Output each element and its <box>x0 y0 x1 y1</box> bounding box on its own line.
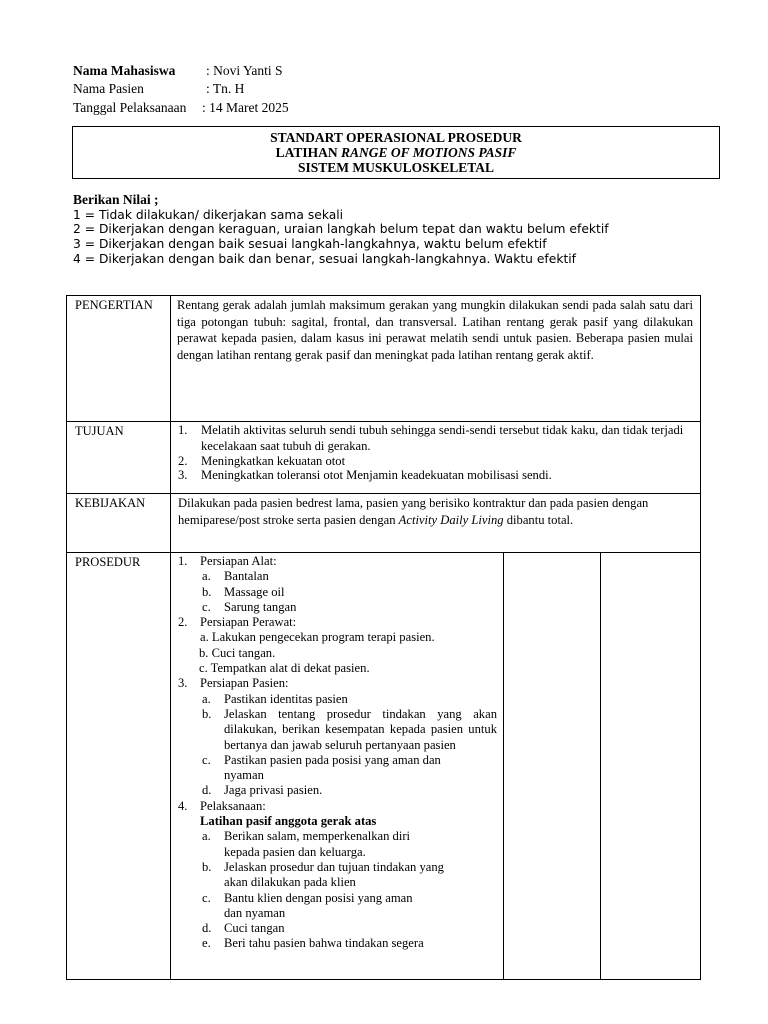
kebijakan-label: KEBIJAKAN <box>67 494 171 553</box>
tujuan-cell <box>171 422 701 494</box>
patient-name-label: Nama Pasien <box>73 81 144 96</box>
step-4a: a. Berikan salam, memperkenalkan diri <box>202 829 411 844</box>
row-prosedur <box>67 553 701 980</box>
step-4a-cont: kepada pasien dan keluarga. <box>224 844 366 859</box>
pengertian-cell <box>171 296 701 422</box>
step-4b: b. Jelaskan prosedur dan tujuan tindakan yang <box>202 859 444 874</box>
step-3b: b. Jelaskan tentang prosedur tindakan yang akan dilakukan, berikan kesempatan kepada pasien untuk bertanya dan jawab seluruh pertanyaan pasien <box>202 706 497 752</box>
step-3c: c. Pastikan pasien pada posisi yang aman dan <box>202 752 441 767</box>
score-column-1 <box>504 553 601 980</box>
step-2b: b. Cuci tangan. <box>199 645 276 660</box>
title-line-3: SISTEM MUSKULOSKELETAL <box>298 160 494 175</box>
tujuan-item-3: 3. Meningkatkan toleransi otot Menjamin keadekuatan mobilisasi sendi. <box>178 468 552 482</box>
step-3d: d. Jaga privasi pasien. <box>202 783 323 798</box>
step-1: 1. Persiapan Alat: <box>178 554 277 568</box>
student-name-label: Nama Mahasiswa <box>73 63 176 78</box>
title-line-1: STANDART OPERASIONAL PROSEDUR <box>270 130 522 145</box>
scoring-item-2: 2 = Dikerjakan dengan keraguan, uraian langkah belum tepat dan waktu belum efektif <box>73 222 609 236</box>
step-4d: d. Cuci tangan <box>202 921 285 936</box>
scoring-heading: Berikan Nilai ; <box>73 192 159 207</box>
row-kebijakan <box>67 494 701 553</box>
kebijakan-italic: Activity Daily Living <box>398 512 504 527</box>
tujuan-item-2: 2. Meningkatkan kekuatan otot <box>178 454 346 468</box>
scoring-item-4: 4 = Dikerjakan dengan baik dan benar, sesuai langkah-langkahnya. Waktu efektif <box>73 252 577 266</box>
date-label: Tanggal Pelaksanaan <box>73 100 187 115</box>
step-2a: a. Lakukan pengecekan program terapi pasien. <box>200 630 435 645</box>
step-4b-cont: akan dilakukan pada klien <box>224 875 356 890</box>
scoring-item-3: 3 = Dikerjakan dengan baik sesuai langkah-langkahnya, waktu belum efektif <box>73 237 547 251</box>
kebijakan-text: Dilakukan pada pasien bedrest lama, pasien yang berisiko kontraktur dan pada pasien dengan hemiparese/post stroke serta pasien dengan Activity Daily Living dibantu total. <box>178 496 649 527</box>
tujuan-item-1: 1. Melatih aktivitas seluruh sendi tubuh sehingga sendi-sendi tersebut tidak kaku, dan tidak terjadi kecelakaan saat tubuh di gerakan. <box>178 423 684 453</box>
pengertian-text: Rentang gerak adalah jumlah maksimum gerakan yang mungkin dilakukan sendi pada salah satu dari tiga potongan tubuh: sagital, frontal, dan transversal. Latihan rentang gerak pasif yang dilakukan perawat kepada pasien, dalam kasus ini perawat melatih sendi untuk pasien. Beberapa pasien mulai dengan latihan rentang gerak pasif dan meningkat pada latihan rentang gerak aktif. <box>177 298 694 362</box>
title-line-2-italic: RANGE OF MOTIONS PASIF <box>340 145 517 160</box>
step-4-subheading: Latihan pasif anggota gerak atas <box>200 814 377 829</box>
title-line-2-prefix: LATIHAN <box>275 145 341 160</box>
step-3c-cont: nyaman <box>224 768 264 783</box>
row-tujuan <box>67 422 701 494</box>
sop-table <box>66 295 701 980</box>
scoring-item-1: 1 = Tidak dilakukan/ dikerjakan sama sekali <box>73 208 344 222</box>
step-4c: c. Bantu klien dengan posisi yang aman <box>202 890 413 905</box>
document-title-box <box>72 126 720 179</box>
step-1c: c. Sarung tangan <box>202 599 297 614</box>
pengertian-label: PENGERTIAN <box>67 296 171 422</box>
patient-name-value: : Tn. H <box>206 81 245 96</box>
step-1b: b. Massage oil <box>202 584 285 599</box>
score-column-2 <box>601 553 701 980</box>
step-1a: a. Bantalan <box>202 569 269 584</box>
title-line-2 <box>73 145 719 160</box>
student-name-value: : Novi Yanti S <box>206 63 283 78</box>
step-4e: e. Beri tahu pasien bahwa tindakan segera <box>202 936 424 951</box>
step-4c-cont: dan nyaman <box>224 905 286 920</box>
step-2c: c. Tempatkan alat di dekat pasien. <box>199 661 370 676</box>
prosedur-steps-cell <box>171 553 504 980</box>
prosedur-label: PROSEDUR <box>67 553 171 980</box>
date-value: : 14 Maret 2025 <box>202 100 289 115</box>
tujuan-label: TUJUAN <box>67 422 171 494</box>
kebijakan-cell <box>171 494 701 553</box>
step-4: 4. Pelaksanaan: <box>178 798 266 813</box>
step-2: 2. Persiapan Perawat: <box>178 615 297 630</box>
step-3a: a. Pastikan identitas pasien <box>202 691 348 706</box>
step-3: 3. Persiapan Pasien: <box>178 676 289 691</box>
row-pengertian <box>67 296 701 422</box>
